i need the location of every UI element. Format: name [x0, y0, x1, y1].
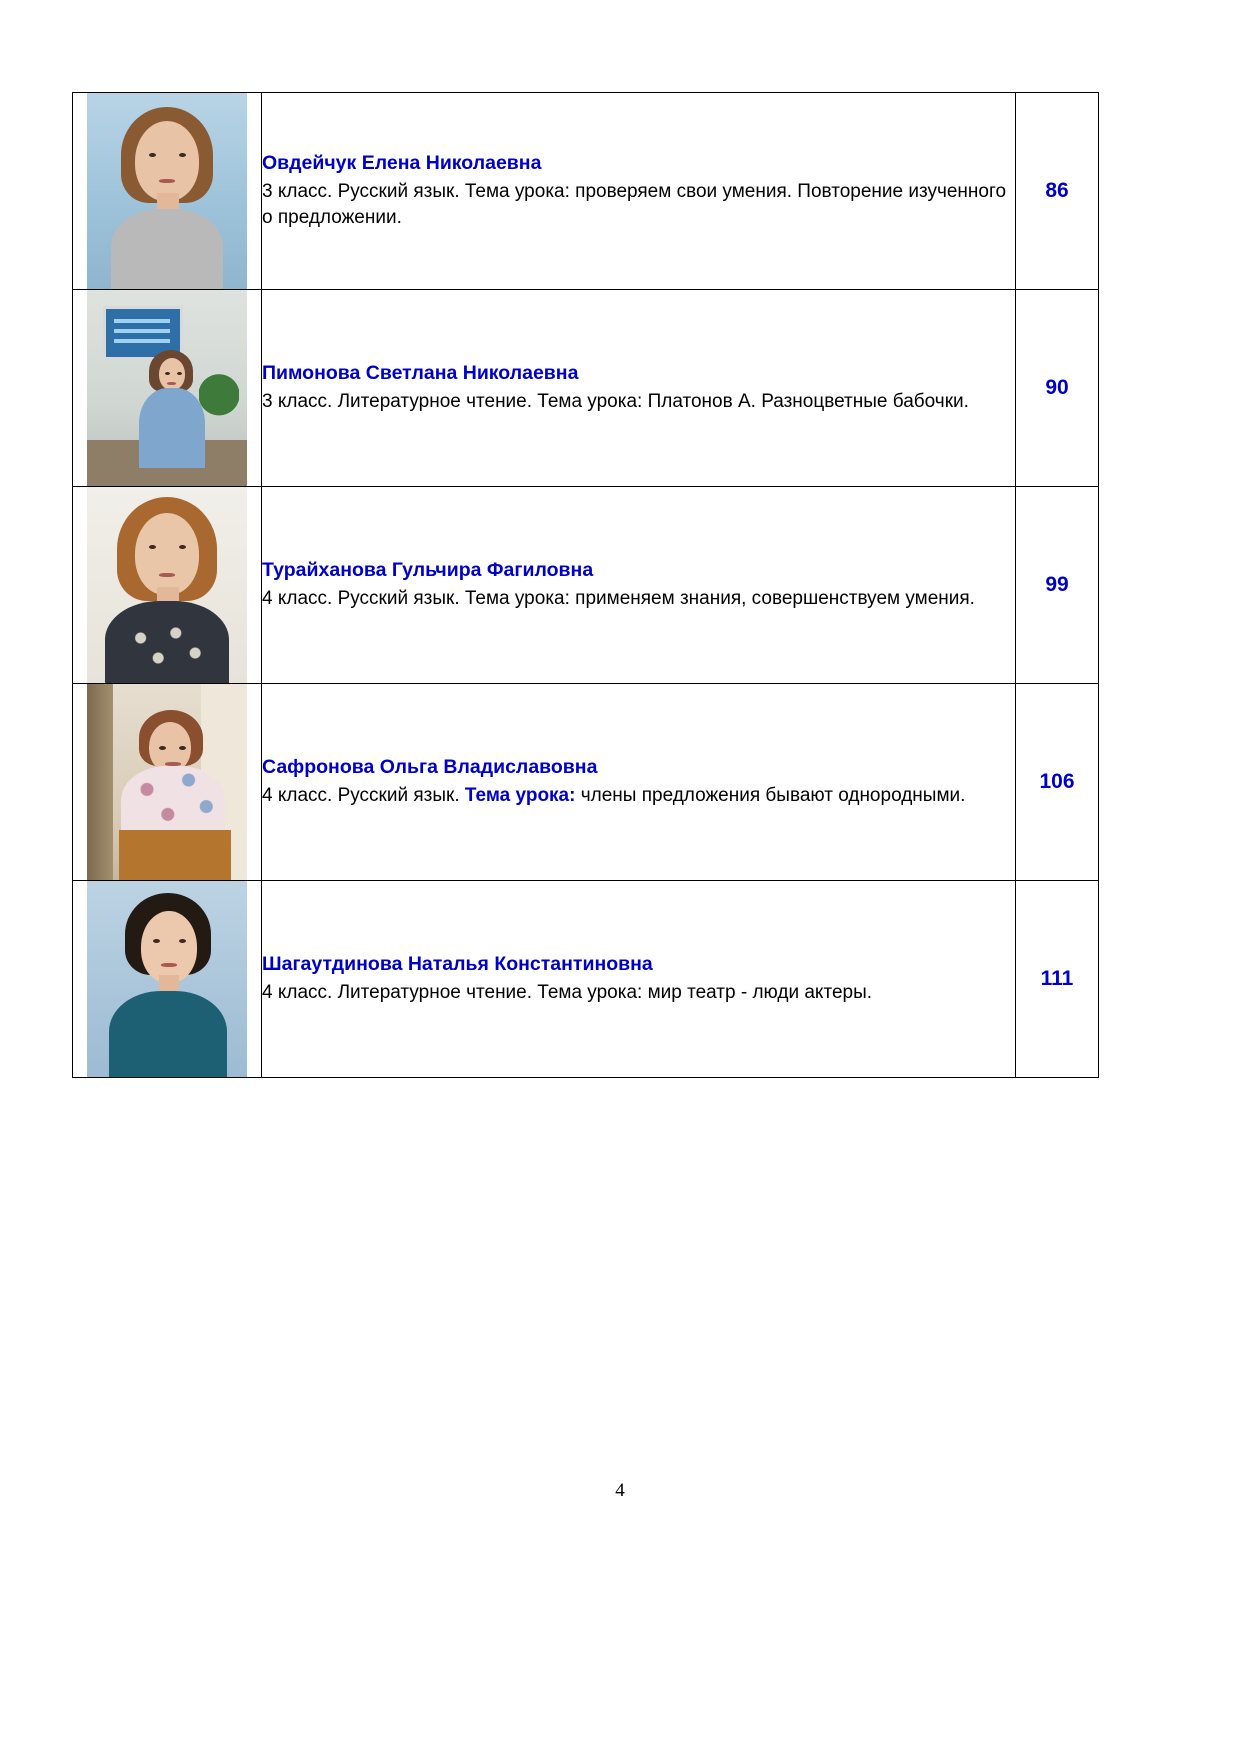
page-number-cell: 99	[1016, 487, 1099, 684]
lesson-description: 3 класс. Литературное чтение. Тема урока: Платонов А. Разноцветные бабочки.	[262, 391, 969, 413]
teacher-name: Овдейчук Елена Николаевна	[262, 152, 542, 175]
photo-cell	[73, 881, 262, 1078]
teacher-name: Сафронова Ольга Владиславовна	[262, 756, 598, 779]
entry-text-cell	[262, 487, 1016, 684]
entry-text-cell	[262, 290, 1016, 487]
portrait-image	[87, 93, 247, 289]
lesson-description-part: члены предложения бывают однородными.	[575, 785, 966, 807]
portrait-image	[87, 487, 247, 683]
photo-cell	[73, 93, 262, 290]
lesson-description: 4 класс. Русский язык. Тема урока: применяем знания, совершенствуем умения.	[262, 588, 975, 610]
entry-text-cell	[262, 684, 1016, 881]
lesson-topic-highlight: Тема урока:	[464, 785, 576, 807]
entry-text-cell	[262, 93, 1016, 290]
entry-text-cell	[262, 881, 1016, 1078]
page-number-cell: 106	[1016, 684, 1099, 881]
portrait-image	[87, 684, 247, 880]
teacher-name: Пимонова Светлана Николаевна	[262, 362, 579, 385]
lesson-description	[262, 783, 1015, 809]
footer-page-number: 4	[615, 1480, 625, 1501]
table-row	[73, 290, 1099, 487]
photo-cell	[73, 684, 262, 881]
table-row	[73, 684, 1099, 881]
lesson-description: 4 класс. Литературное чтение. Тема урока: мир театр - люди актеры.	[262, 982, 873, 1004]
teacher-name: Турайханова Гульчира Фагиловна	[262, 559, 594, 582]
page-number-cell: 86	[1016, 93, 1099, 290]
table-row	[73, 881, 1099, 1078]
portrait-image	[87, 290, 247, 486]
portrait-image	[87, 881, 247, 1077]
teacher-name: Шагаутдинова Наталья Константиновна	[262, 953, 653, 976]
table-row	[73, 487, 1099, 684]
contents-table	[72, 92, 1099, 1078]
page-number-cell: 111	[1016, 881, 1099, 1078]
page-number-cell: 90	[1016, 290, 1099, 487]
lesson-description: 3 класс. Русский язык. Тема урока: проверяем свои умения. Повторение изученного о предложении.	[262, 181, 1007, 228]
photo-cell	[73, 487, 262, 684]
photo-cell	[73, 290, 262, 487]
lesson-description-part: 4 класс. Русский язык.	[262, 785, 465, 807]
table-row	[73, 93, 1099, 290]
